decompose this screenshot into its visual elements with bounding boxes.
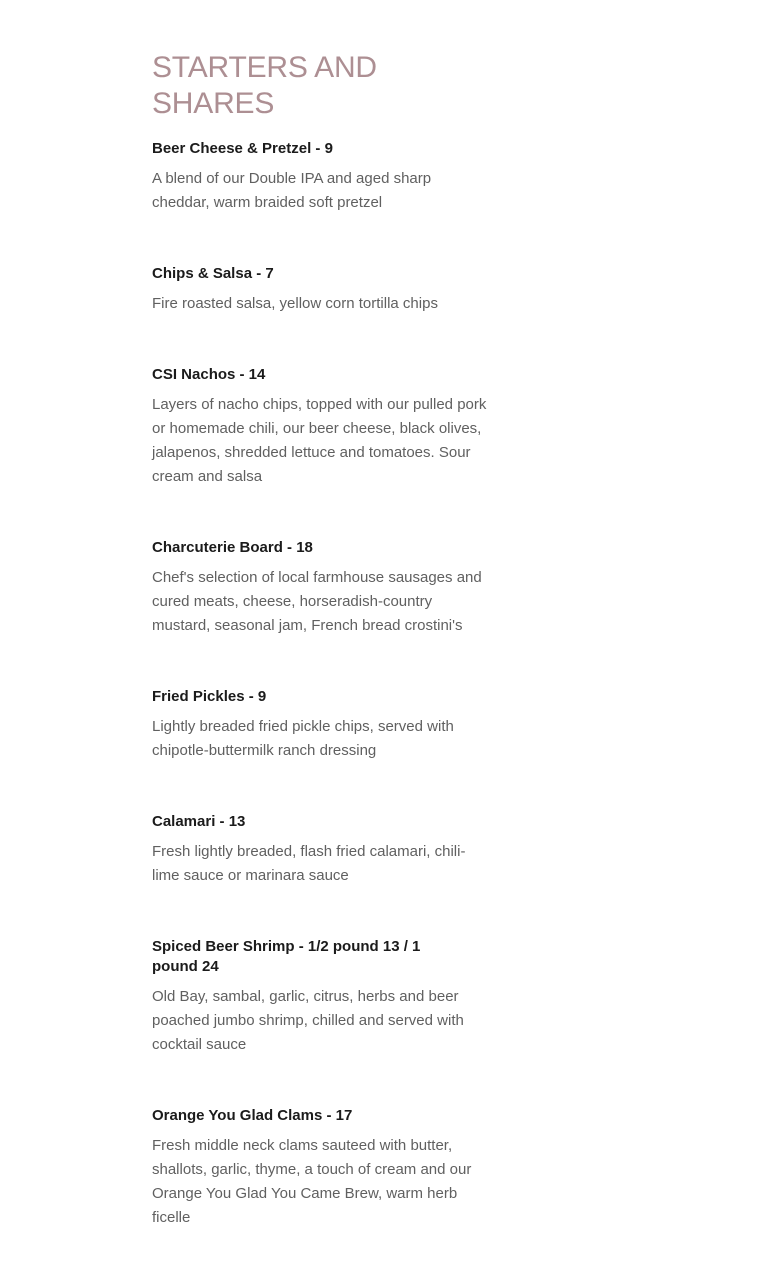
menu-item-csi-nachos [152, 365, 497, 489]
menu-item-orange-you-glad-clams [152, 1106, 497, 1230]
menu-item-title: Beer Cheese & Pretzel - 9 [152, 140, 333, 157]
menu-item-title: Fried Pickles - 9 [152, 688, 267, 705]
menu-item-description: Fresh lightly breaded, flash fried calamari, chili-lime sauce or marinara sauce [152, 843, 466, 884]
menu-item-title: Calamari - 13 [152, 813, 246, 830]
menu-item-description: Old Bay, sambal, garlic, citrus, herbs and beer poached jumbo shrimp, chilled and served with cocktail sauce [152, 988, 464, 1053]
menu-item-charcuterie-board [152, 538, 497, 638]
menu-item-description: Fire roasted salsa, yellow corn tortilla chips [152, 295, 438, 312]
menu-item-description: A blend of our Double IPA and aged sharp cheddar, warm braided soft pretzel [152, 170, 432, 211]
menu-item-description: Layers of nacho chips, topped with our pulled pork or homemade chili, our beer cheese, black olives, jalapenos, shredded lettuce and tomatoes. Sour cream and salsa [152, 396, 487, 485]
menu-item-description: Lightly breaded fried pickle chips, served with chipotle-buttermilk ranch dressing [152, 718, 454, 759]
menu-item-description: Chef's selection of local farmhouse sausages and cured meats, cheese, horseradish-country mustard, seasonal jam, French bread crostini's [152, 569, 482, 634]
menu-section [152, 50, 497, 1279]
menu-item-description: Fresh middle neck clams sauteed with butter, shallots, garlic, thyme, a touch of cream and our Orange You Glad You Came Brew, warm herb ficelle [152, 1137, 472, 1226]
menu-item-title: Spiced Beer Shrimp - 1/2 pound 13 / 1 pound 24 [152, 938, 421, 975]
menu-item-title: Charcuterie Board - 18 [152, 539, 313, 556]
menu-item-title: Orange You Glad Clams - 17 [152, 1107, 353, 1124]
menu-item-fried-pickles [152, 687, 497, 763]
section-title: STARTERS AND SHARES [152, 51, 377, 120]
menu-item-title: CSI Nachos - 14 [152, 366, 266, 383]
menu-item-chips-salsa [152, 264, 497, 316]
menu-item-spiced-beer-shrimp [152, 937, 497, 1057]
menu-item-beer-cheese-pretzel [152, 139, 497, 215]
menu-item-title: Chips & Salsa - 7 [152, 265, 274, 282]
menu-item-calamari [152, 812, 497, 888]
